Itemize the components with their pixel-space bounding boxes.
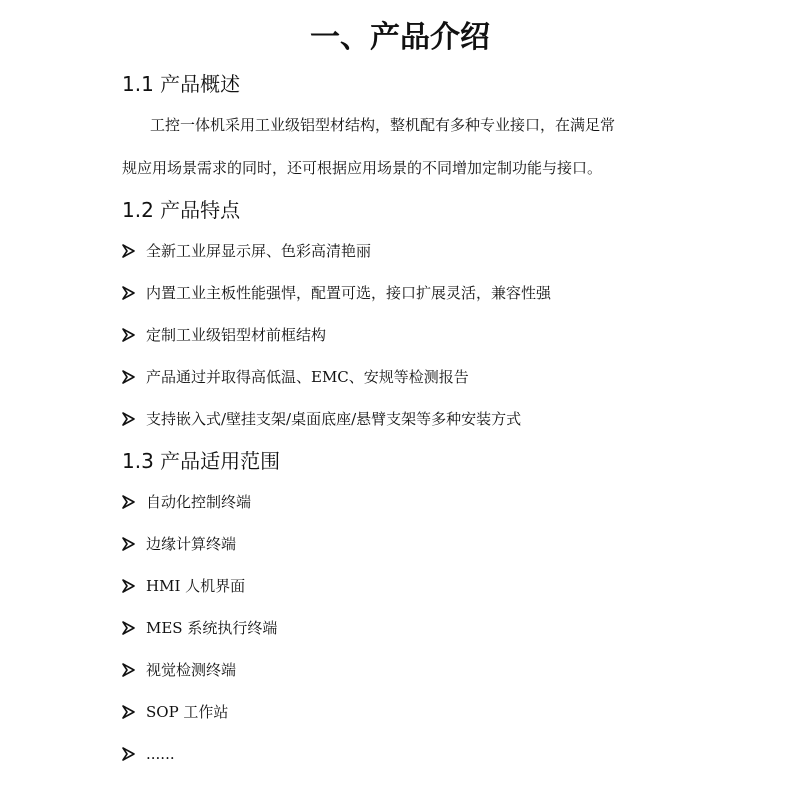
arrow-bullet-icon (122, 705, 135, 719)
feature-item-text: 支持嵌入式/壁挂支架/桌面底座/悬臂支架等多种安装方式 (146, 410, 522, 428)
application-item-text: 视觉检测终端 (146, 661, 237, 679)
feature-item-text: 产品通过并取得高低温、EMC、安规等检测报告 (146, 368, 469, 386)
section-heading-applications: 1.3 产品适用范围 (122, 449, 281, 473)
page-title: 一、产品介绍 (310, 20, 490, 55)
application-item-text: ...... (146, 745, 175, 763)
arrow-bullet-icon (122, 328, 135, 342)
feature-item-text: 定制工业级铝型材前框结构 (146, 326, 327, 344)
arrow-bullet-icon (122, 537, 135, 551)
feature-item-text: 内置工业主板性能强悍，配置可选，接口扩展灵活，兼容性强 (146, 284, 552, 302)
arrow-bullet-icon (122, 747, 135, 761)
arrow-bullet-icon (122, 244, 135, 258)
arrow-bullet-icon (122, 412, 135, 426)
application-item-text: 边缘计算终端 (146, 535, 237, 553)
arrow-bullet-icon (122, 286, 135, 300)
overview-paragraph-line-1: 工控一体机采用工业级铝型材结构，整机配有多种专业接口，在满足常 (150, 116, 616, 134)
section-heading-features: 1.2 产品特点 (122, 198, 241, 222)
section-heading-overview: 1.1 产品概述 (122, 72, 241, 96)
arrow-bullet-icon (122, 663, 135, 677)
feature-item-text: 全新工业屏显示屏、色彩高清艳丽 (146, 242, 372, 260)
arrow-bullet-icon (122, 579, 135, 593)
overview-paragraph-line-2: 规应用场景需求的同时，还可根据应用场景的不同增加定制功能与接口。 (122, 159, 603, 177)
application-item-text: SOP 工作站 (146, 703, 229, 721)
arrow-bullet-icon (122, 621, 135, 635)
arrow-bullet-icon (122, 495, 135, 509)
application-item-text: 自动化控制终端 (146, 493, 252, 511)
arrow-bullet-icon (122, 370, 135, 384)
application-item-text: MES 系统执行终端 (146, 619, 278, 637)
application-item-text: HMI 人机界面 (146, 577, 246, 595)
